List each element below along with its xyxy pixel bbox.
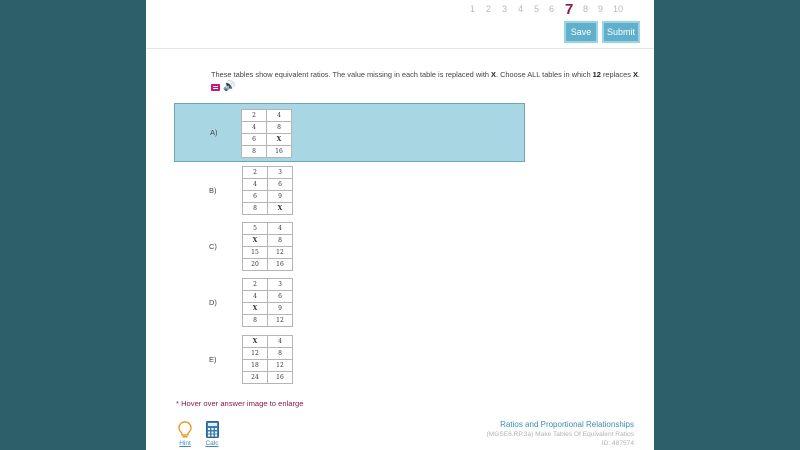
submit-button[interactable]: Submit xyxy=(602,21,640,43)
choice-label: B) xyxy=(209,186,217,195)
table-cell: 3 xyxy=(268,279,293,291)
calculator-icon xyxy=(206,421,219,438)
table-cell: 24 xyxy=(243,372,268,384)
table-cell: 3 xyxy=(268,167,293,179)
page-link-6[interactable]: 6 xyxy=(549,4,555,14)
calc-button[interactable] xyxy=(199,421,225,447)
table-cell: X xyxy=(243,303,268,315)
glossary-icon[interactable] xyxy=(211,84,220,91)
question-x: X xyxy=(632,70,638,79)
question-x: X xyxy=(491,70,496,79)
pagination xyxy=(146,1,654,18)
table-cell: 4 xyxy=(243,179,268,191)
table-cell: 9 xyxy=(268,191,293,203)
standard-code: (MGSE6.RP.3a) Make Tables Of Equivalent Ratios xyxy=(486,431,634,438)
table-cell: 4 xyxy=(268,223,293,235)
page-link-3[interactable]: 3 xyxy=(502,4,508,14)
page-link-2[interactable]: 2 xyxy=(486,4,492,14)
answer-choice-a[interactable] xyxy=(174,103,525,162)
page-link-10[interactable]: 10 xyxy=(613,4,624,14)
page-link-8[interactable]: 8 xyxy=(583,4,589,14)
lightbulb-icon xyxy=(178,421,192,439)
choice-label: E) xyxy=(209,355,217,364)
answer-choice-c[interactable] xyxy=(174,222,525,274)
ratio-table xyxy=(242,222,293,271)
ratio-table xyxy=(242,278,293,327)
table-cell: 6 xyxy=(242,134,267,146)
table-cell: 4 xyxy=(267,110,292,122)
table-cell: 20 xyxy=(243,259,268,271)
table-cell: 8 xyxy=(268,235,293,247)
answer-choice-d[interactable] xyxy=(174,278,525,330)
table-cell: 2 xyxy=(242,110,267,122)
table-cell: X xyxy=(267,134,292,146)
table-cell: 16 xyxy=(268,372,293,384)
question-prompt xyxy=(211,70,651,80)
table-cell: 4 xyxy=(242,122,267,134)
choice-label: D) xyxy=(209,298,217,307)
table-cell: 16 xyxy=(267,146,292,158)
table-cell: 4 xyxy=(268,336,293,348)
table-cell: 12 xyxy=(243,348,268,360)
page-link-7-current[interactable]: 7 xyxy=(565,1,574,18)
table-cell: 2 xyxy=(243,167,268,179)
question-panel xyxy=(146,0,654,450)
hint-button[interactable] xyxy=(172,421,198,447)
table-cell: 12 xyxy=(268,360,293,372)
table-cell: 15 xyxy=(243,247,268,259)
question-text: replaces xyxy=(600,70,633,79)
table-cell: X xyxy=(243,336,268,348)
page-link-9[interactable]: 9 xyxy=(598,4,604,14)
speaker-icon[interactable]: 🔊 xyxy=(223,81,236,92)
ratio-table xyxy=(242,335,293,384)
question-id: ID: 487574 xyxy=(601,440,634,447)
question-number: 12 xyxy=(592,70,601,79)
table-cell: 4 xyxy=(243,291,268,303)
header-divider xyxy=(146,48,654,49)
ratio-table xyxy=(241,109,292,158)
question-text: . Choose ALL tables in which xyxy=(495,70,593,79)
table-cell: 8 xyxy=(267,122,292,134)
table-cell: X xyxy=(243,235,268,247)
table-cell: 8 xyxy=(243,315,268,327)
page-link-5[interactable]: 5 xyxy=(534,4,540,14)
table-cell: 8 xyxy=(243,203,268,215)
choice-label: A) xyxy=(210,128,218,137)
table-cell: 12 xyxy=(268,315,293,327)
page-link-4[interactable]: 4 xyxy=(518,4,524,14)
answer-choice-e[interactable] xyxy=(174,334,525,388)
answer-choice-b[interactable] xyxy=(174,166,525,218)
table-cell: 9 xyxy=(268,303,293,315)
hint-label[interactable]: Hint xyxy=(179,440,191,447)
choice-label: C) xyxy=(209,242,217,251)
hover-note: * Hover over answer image to enlarge xyxy=(176,399,304,408)
calc-label[interactable]: Calc xyxy=(205,440,219,447)
table-cell: 8 xyxy=(268,348,293,360)
table-cell: 6 xyxy=(243,191,268,203)
question-text: These tables show equivalent ratios. The value missing in each table is replaced with xyxy=(211,70,492,79)
question-text: . xyxy=(637,70,640,79)
table-cell: 12 xyxy=(268,247,293,259)
table-cell: 16 xyxy=(268,259,293,271)
table-cell: 5 xyxy=(243,223,268,235)
page-link-1[interactable]: 1 xyxy=(470,4,476,14)
table-cell: 2 xyxy=(243,279,268,291)
table-cell: 8 xyxy=(242,146,267,158)
table-cell: 6 xyxy=(268,291,293,303)
table-cell: X xyxy=(268,203,293,215)
standard-title: Ratios and Proportional Relationships xyxy=(500,420,634,429)
table-cell: 18 xyxy=(243,360,268,372)
ratio-table xyxy=(242,166,293,215)
table-cell: 6 xyxy=(268,179,293,191)
save-button[interactable]: Save xyxy=(564,21,598,43)
